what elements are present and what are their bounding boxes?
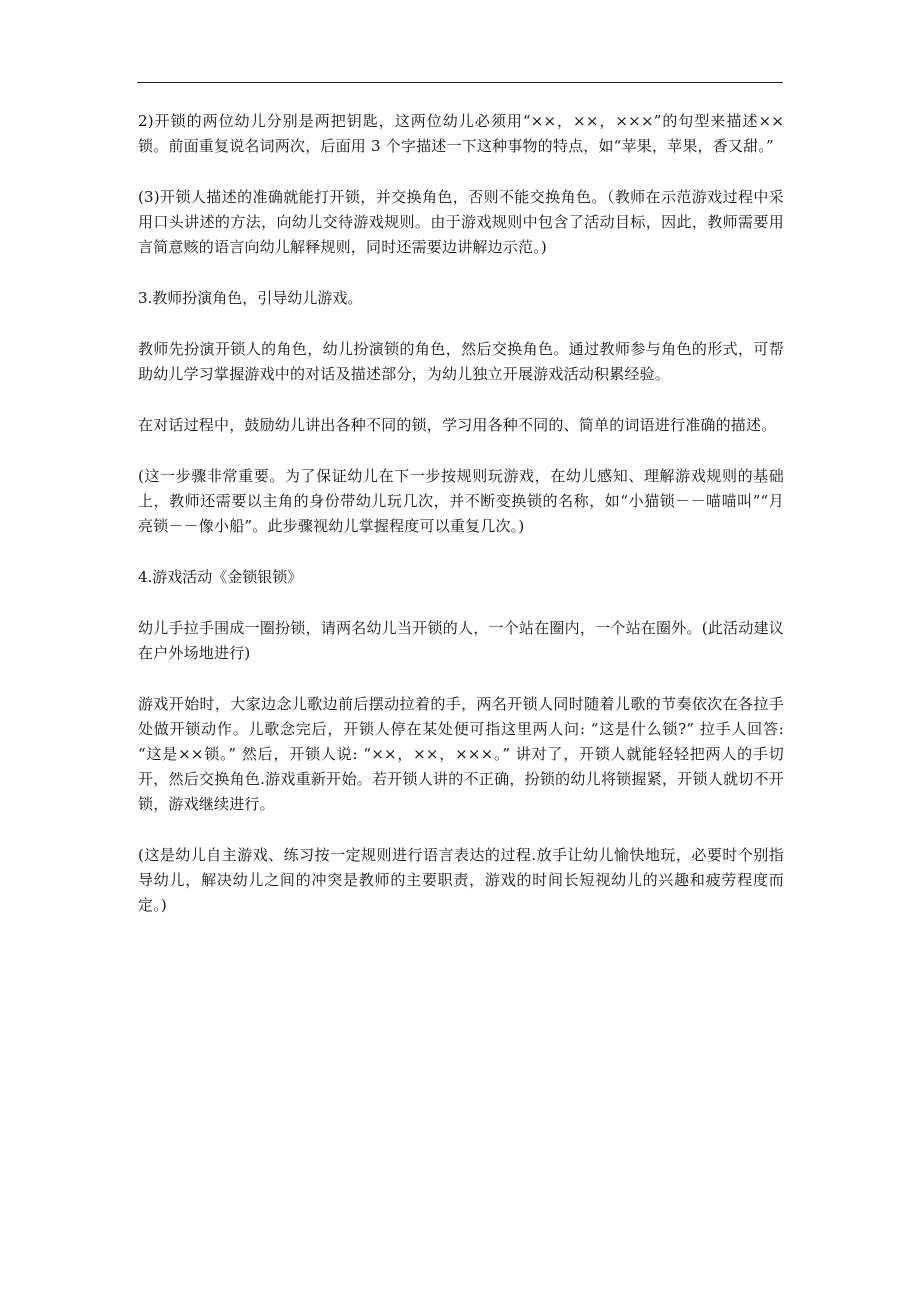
paragraph-rule-2: 2)开锁的两位幼儿分别是两把钥匙，这两位幼儿必须用“××，××，×××”的句型来描述××锁。前面重复说名词两次，后面用 3 个字描述一下这种事物的特点，如“苹果，苹果，香又甜。” [138, 112, 784, 155]
header-rule [137, 82, 783, 83]
section-heading-3: 3.教师扮演角色，引导幼儿游戏。 [138, 289, 363, 307]
paragraph-game-note: (这是幼儿自主游戏、练习按一定规则进行语言表达的过程.放手让幼儿愉快地玩，必要时个别指导幼儿，解决幼儿之间的冲突是教师的主要职责，游戏的时间长短视幼儿的兴趣和疲劳程度而定。) [138, 846, 784, 914]
paragraph-rule-3: (3)开锁人描述的准确就能打开锁，并交换角色，否则不能交换角色。（教师在示范游戏过程中采用口头讲述的方法，向幼儿交待游戏规则。由于游戏规则中包含了活动目标，因此，教师需要用言简意赅的语言向幼儿解释规则，同时还需要边讲解边示范。) [138, 188, 784, 256]
paragraph-game-setup: 幼儿手拉手围成一圈扮锁，请两名幼儿当开锁的人，一个站在圈内，一个站在圈外。(此活动建议在户外场地进行) [138, 619, 784, 662]
paragraph-step-note: (这一步骤非常重要。为了保证幼儿在下一步按规则玩游戏，在幼儿感知、理解游戏规则的基础上，教师还需要以主角的身份带幼儿玩几次，并不断变换锁的名称，如“小猫锁－－喵喵叫”“月亮锁－－像小船”。此步骤视幼儿掌握程度可以重复几次。) [138, 467, 784, 535]
document-body [138, 109, 784, 944]
section-heading-4: 4.游戏活动《金锁银锁》 [138, 568, 303, 586]
paragraph-game-play: 游戏开始时，大家边念儿歌边前后摆动拉着的手，两名开锁人同时随着儿歌的节奏依次在各拉手处做开锁动作。儿歌念完后，开锁人停在某处便可指这里两人问: “这是什么锁?” 拉手人回答: “这是××锁。” 然后，开锁人说: “××，××，×××。” 讲对了，开锁人就能轻轻把两人的手切开，然后交换角色.游戏重新开始。若开锁人讲的不正确，扮锁的幼儿将锁握紧，开锁人就切不开锁，游戏继续进行。 [138, 695, 784, 813]
paragraph-teacher-roleplay: 教师先扮演开锁人的角色，幼儿扮演锁的角色，然后交换角色。通过教师参与角色的形式，可帮助幼儿学习掌握游戏中的对话及描述部分，为幼儿独立开展游戏活动积累经验。 [138, 340, 784, 383]
paragraph-dialogue: 在对话过程中，鼓励幼儿讲出各种不同的锁，学习用各种不同的、简单的词语进行准确的描述。 [138, 416, 777, 434]
